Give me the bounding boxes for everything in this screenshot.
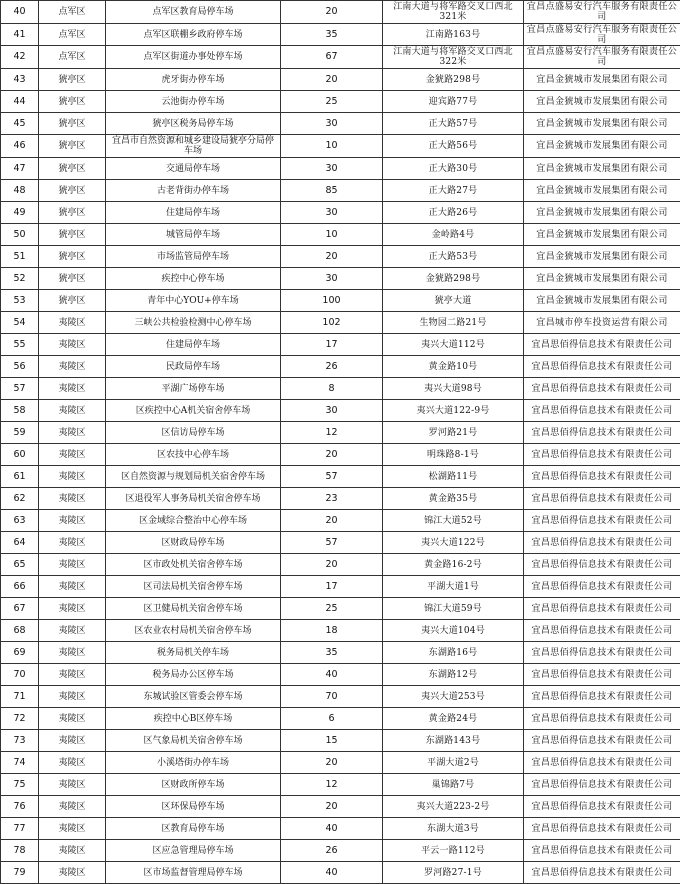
address-cell: 东湖路143号	[383, 730, 524, 752]
table-row	[1, 24, 680, 46]
operator-company: 宜昌思佰得信息技术有限责任公司	[524, 620, 680, 642]
parking-spaces-count: 70	[281, 686, 383, 708]
address-cell: 罗河路21号	[383, 422, 524, 444]
table-row	[1, 488, 680, 510]
parking-spaces-count: 57	[281, 532, 383, 554]
address-cell: 夷兴大道223-2号	[383, 796, 524, 818]
address-cell: 正大路26号	[383, 202, 524, 224]
parking-spaces-count: 30	[281, 268, 383, 290]
table-row	[1, 862, 680, 884]
parking-lot-name: 区财政所停车场	[106, 774, 281, 796]
address-cell: 猇亭大道	[383, 290, 524, 312]
parking-lot-name: 区应急管理局停车场	[106, 840, 281, 862]
address-cell: 迎宾路77号	[383, 91, 524, 113]
operator-company: 宜昌金猇城市发展集团有限公司	[524, 135, 680, 158]
row-number: 53	[1, 290, 39, 312]
parking-lot-name: 云池街办停车场	[106, 91, 281, 113]
parking-lot-name: 区市政处机关宿舍停车场	[106, 554, 281, 576]
table-row	[1, 686, 680, 708]
row-number: 51	[1, 246, 39, 268]
parking-lot-name: 区教育局停车场	[106, 818, 281, 840]
address-cell: 正大路30号	[383, 158, 524, 180]
address-cell: 黄金路35号	[383, 488, 524, 510]
table-row	[1, 290, 680, 312]
district-cell: 点军区	[39, 46, 106, 69]
district-cell: 夷陵区	[39, 400, 106, 422]
table-row	[1, 334, 680, 356]
operator-company: 宜昌金猇城市发展集团有限公司	[524, 268, 680, 290]
district-cell: 夷陵区	[39, 664, 106, 686]
district-cell: 夷陵区	[39, 466, 106, 488]
district-cell: 点军区	[39, 1, 106, 24]
district-cell: 夷陵区	[39, 862, 106, 884]
address-cell: 松湖路11号	[383, 466, 524, 488]
operator-company: 宜昌金猇城市发展集团有限公司	[524, 180, 680, 202]
district-cell: 夷陵区	[39, 356, 106, 378]
parking-spaces-count: 40	[281, 664, 383, 686]
table-row	[1, 135, 680, 158]
operator-company: 宜昌思佰得信息技术有限责任公司	[524, 862, 680, 884]
parking-lot-name: 民政局停车场	[106, 356, 281, 378]
operator-company: 宜昌思佰得信息技术有限责任公司	[524, 378, 680, 400]
parking-lot-name: 区农业农村局机关宿舍停车场	[106, 620, 281, 642]
operator-company: 宜昌金猇城市发展集团有限公司	[524, 158, 680, 180]
parking-spaces-count: 100	[281, 290, 383, 312]
operator-company: 宜昌金猇城市发展集团有限公司	[524, 290, 680, 312]
parking-spaces-count: 40	[281, 862, 383, 884]
row-number: 67	[1, 598, 39, 620]
address-cell: 正大路56号	[383, 135, 524, 158]
address-cell: 江南路163号	[383, 24, 524, 46]
parking-spaces-count: 20	[281, 444, 383, 466]
table-row	[1, 113, 680, 135]
table-row	[1, 378, 680, 400]
row-number: 75	[1, 774, 39, 796]
address-cell: 夷兴大道253号	[383, 686, 524, 708]
parking-spaces-count: 18	[281, 620, 383, 642]
address-cell: 江南大道与将军路交叉口西北322米	[383, 46, 524, 69]
district-cell: 夷陵区	[39, 378, 106, 400]
row-number: 58	[1, 400, 39, 422]
table-row	[1, 510, 680, 532]
district-cell: 夷陵区	[39, 774, 106, 796]
parking-spaces-count: 35	[281, 24, 383, 46]
parking-spaces-count: 12	[281, 774, 383, 796]
table-row	[1, 91, 680, 113]
table-row	[1, 400, 680, 422]
district-cell: 夷陵区	[39, 598, 106, 620]
row-number: 52	[1, 268, 39, 290]
operator-company: 宜昌思佰得信息技术有限责任公司	[524, 532, 680, 554]
parking-lot-name: 虎牙街办停车场	[106, 69, 281, 91]
address-cell: 正大路27号	[383, 180, 524, 202]
district-cell: 猇亭区	[39, 246, 106, 268]
parking-lot-name: 区信访局停车场	[106, 422, 281, 444]
operator-company: 宜昌思佰得信息技术有限责任公司	[524, 708, 680, 730]
row-number: 50	[1, 224, 39, 246]
parking-spaces-count: 6	[281, 708, 383, 730]
district-cell: 夷陵区	[39, 444, 106, 466]
parking-lot-name: 疾控中心B区停车场	[106, 708, 281, 730]
district-cell: 猇亭区	[39, 202, 106, 224]
parking-lot-name: 区疾控中心A机关宿舍停车场	[106, 400, 281, 422]
table-row	[1, 46, 680, 69]
operator-company: 宜昌思佰得信息技术有限责任公司	[524, 422, 680, 444]
parking-spaces-count: 20	[281, 752, 383, 774]
parking-lot-name: 三峡公共检验检测中心停车场	[106, 312, 281, 334]
operator-company: 宜昌思佰得信息技术有限责任公司	[524, 356, 680, 378]
row-number: 55	[1, 334, 39, 356]
table-row	[1, 444, 680, 466]
district-cell: 夷陵区	[39, 840, 106, 862]
row-number: 72	[1, 708, 39, 730]
operator-company: 宜昌金猇城市发展集团有限公司	[524, 91, 680, 113]
parking-spaces-count: 25	[281, 598, 383, 620]
parking-lot-name: 税务局办公区停车场	[106, 664, 281, 686]
table-row	[1, 180, 680, 202]
table-row	[1, 246, 680, 268]
address-cell: 黄金路10号	[383, 356, 524, 378]
row-number: 44	[1, 91, 39, 113]
address-cell: 夷兴大道104号	[383, 620, 524, 642]
address-cell: 平云一路112号	[383, 840, 524, 862]
address-cell: 夷兴大道98号	[383, 378, 524, 400]
parking-spaces-count: 26	[281, 840, 383, 862]
address-cell: 巢锦路7号	[383, 774, 524, 796]
district-cell: 夷陵区	[39, 422, 106, 444]
row-number: 49	[1, 202, 39, 224]
row-number: 76	[1, 796, 39, 818]
parking-lot-name: 城管局停车场	[106, 224, 281, 246]
parking-lot-name: 猇亭区税务局停车场	[106, 113, 281, 135]
table-row	[1, 1, 680, 24]
row-number: 79	[1, 862, 39, 884]
address-cell: 正大路57号	[383, 113, 524, 135]
parking-spaces-count: 85	[281, 180, 383, 202]
row-number: 56	[1, 356, 39, 378]
parking-spaces-count: 25	[281, 91, 383, 113]
parking-spaces-count: 30	[281, 158, 383, 180]
address-cell: 金猇路298号	[383, 69, 524, 91]
district-cell: 猇亭区	[39, 290, 106, 312]
district-cell: 猇亭区	[39, 91, 106, 113]
address-cell: 黄金路24号	[383, 708, 524, 730]
table-row	[1, 466, 680, 488]
parking-lot-name: 区财政局停车场	[106, 532, 281, 554]
district-cell: 夷陵区	[39, 576, 106, 598]
operator-company: 宜昌点盛易安行汽车服务有限责任公司	[524, 1, 680, 24]
operator-company: 宜昌思佰得信息技术有限责任公司	[524, 686, 680, 708]
operator-company: 宜昌思佰得信息技术有限责任公司	[524, 840, 680, 862]
table-row	[1, 158, 680, 180]
operator-company: 宜昌思佰得信息技术有限责任公司	[524, 774, 680, 796]
district-cell: 夷陵区	[39, 312, 106, 334]
address-cell: 夷兴大道122号	[383, 532, 524, 554]
row-number: 60	[1, 444, 39, 466]
parking-spaces-count: 10	[281, 224, 383, 246]
operator-company: 宜昌思佰得信息技术有限责任公司	[524, 466, 680, 488]
row-number: 70	[1, 664, 39, 686]
row-number: 41	[1, 24, 39, 46]
row-number: 57	[1, 378, 39, 400]
operator-company: 宜昌思佰得信息技术有限责任公司	[524, 510, 680, 532]
parking-lot-name: 住建局停车场	[106, 202, 281, 224]
row-number: 68	[1, 620, 39, 642]
parking-lot-name: 区自然资源与规划局机关宿舍停车场	[106, 466, 281, 488]
district-cell: 夷陵区	[39, 510, 106, 532]
parking-spaces-count: 30	[281, 113, 383, 135]
address-cell: 平湖大道1号	[383, 576, 524, 598]
parking-spaces-count: 17	[281, 576, 383, 598]
parking-lot-name: 区金域综合整治中心停车场	[106, 510, 281, 532]
row-number: 40	[1, 1, 39, 24]
row-number: 59	[1, 422, 39, 444]
district-cell: 夷陵区	[39, 334, 106, 356]
table-row	[1, 422, 680, 444]
operator-company: 宜昌思佰得信息技术有限责任公司	[524, 444, 680, 466]
row-number: 54	[1, 312, 39, 334]
table-row	[1, 730, 680, 752]
address-cell: 金猇路298号	[383, 268, 524, 290]
district-cell: 夷陵区	[39, 796, 106, 818]
table-row	[1, 642, 680, 664]
parking-lot-name: 区卫健局机关宿舍停车场	[106, 598, 281, 620]
address-cell: 正大路53号	[383, 246, 524, 268]
district-cell: 夷陵区	[39, 818, 106, 840]
row-number: 62	[1, 488, 39, 510]
row-number: 46	[1, 135, 39, 158]
table-row	[1, 620, 680, 642]
parking-lot-name: 点军区街道办事处停车场	[106, 46, 281, 69]
parking-lot-name: 东城试验区管委会停车场	[106, 686, 281, 708]
parking-spaces-count: 67	[281, 46, 383, 69]
table-row	[1, 202, 680, 224]
address-cell: 黄金路16-2号	[383, 554, 524, 576]
address-cell: 明珠路8-1号	[383, 444, 524, 466]
parking-spaces-count: 102	[281, 312, 383, 334]
district-cell: 猇亭区	[39, 158, 106, 180]
parking-lot-name: 古老背街办停车场	[106, 180, 281, 202]
operator-company: 宜昌点盛易安行汽车服务有限责任公司	[524, 46, 680, 69]
row-number: 63	[1, 510, 39, 532]
row-number: 43	[1, 69, 39, 91]
parking-spaces-count: 20	[281, 554, 383, 576]
operator-company: 宜昌思佰得信息技术有限责任公司	[524, 400, 680, 422]
table-row	[1, 708, 680, 730]
operator-company: 宜昌金猇城市发展集团有限公司	[524, 246, 680, 268]
district-cell: 猇亭区	[39, 113, 106, 135]
parking-lot-name: 平湖广场停车场	[106, 378, 281, 400]
table-row	[1, 598, 680, 620]
parking-spaces-count: 8	[281, 378, 383, 400]
table-row	[1, 356, 680, 378]
operator-company: 宜昌思佰得信息技术有限责任公司	[524, 334, 680, 356]
operator-company: 宜昌思佰得信息技术有限责任公司	[524, 576, 680, 598]
operator-company: 宜昌城市停车投资运营有限公司	[524, 312, 680, 334]
row-number: 73	[1, 730, 39, 752]
parking-lot-name: 疾控中心停车场	[106, 268, 281, 290]
address-cell: 锦江大道52号	[383, 510, 524, 532]
table-row	[1, 774, 680, 796]
row-number: 64	[1, 532, 39, 554]
address-cell: 东湖路12号	[383, 664, 524, 686]
address-cell: 罗河路27-1号	[383, 862, 524, 884]
table-row	[1, 554, 680, 576]
parking-lot-name: 区市场监督管理局停车场	[106, 862, 281, 884]
row-number: 74	[1, 752, 39, 774]
district-cell: 夷陵区	[39, 752, 106, 774]
operator-company: 宜昌思佰得信息技术有限责任公司	[524, 796, 680, 818]
parking-lot-name: 交通局停车场	[106, 158, 281, 180]
address-cell: 平湖大道2号	[383, 752, 524, 774]
district-cell: 夷陵区	[39, 708, 106, 730]
parking-spaces-count: 20	[281, 796, 383, 818]
operator-company: 宜昌思佰得信息技术有限责任公司	[524, 554, 680, 576]
row-number: 71	[1, 686, 39, 708]
row-number: 61	[1, 466, 39, 488]
parking-spaces-count: 35	[281, 642, 383, 664]
district-cell: 猇亭区	[39, 224, 106, 246]
parking-spaces-count: 30	[281, 202, 383, 224]
parking-lot-name: 小溪塔街办停车场	[106, 752, 281, 774]
table-row	[1, 840, 680, 862]
district-cell: 猇亭区	[39, 135, 106, 158]
table-row	[1, 664, 680, 686]
operator-company: 宜昌思佰得信息技术有限责任公司	[524, 818, 680, 840]
parking-spaces-count: 26	[281, 356, 383, 378]
district-cell: 点军区	[39, 24, 106, 46]
address-cell: 东湖路16号	[383, 642, 524, 664]
operator-company: 宜昌思佰得信息技术有限责任公司	[524, 730, 680, 752]
parking-lot-name: 区农技中心停车场	[106, 444, 281, 466]
operator-company: 宜昌思佰得信息技术有限责任公司	[524, 752, 680, 774]
address-cell: 夷兴大道112号	[383, 334, 524, 356]
table-row	[1, 818, 680, 840]
district-cell: 夷陵区	[39, 686, 106, 708]
address-cell: 金岭路4号	[383, 224, 524, 246]
operator-company: 宜昌思佰得信息技术有限责任公司	[524, 598, 680, 620]
district-cell: 猇亭区	[39, 180, 106, 202]
parking-spaces-count: 17	[281, 334, 383, 356]
parking-lot-name: 区气象局机关宿舍停车场	[106, 730, 281, 752]
row-number: 78	[1, 840, 39, 862]
district-cell: 夷陵区	[39, 620, 106, 642]
address-cell: 东湖大道3号	[383, 818, 524, 840]
address-cell: 锦江大道59号	[383, 598, 524, 620]
parking-spaces-count: 15	[281, 730, 383, 752]
parking-spaces-count: 20	[281, 1, 383, 24]
table-row	[1, 268, 680, 290]
table-row	[1, 532, 680, 554]
row-number: 42	[1, 46, 39, 69]
row-number: 48	[1, 180, 39, 202]
address-cell: 生物园二路21号	[383, 312, 524, 334]
district-cell: 夷陵区	[39, 554, 106, 576]
operator-company: 宜昌点盛易安行汽车服务有限责任公司	[524, 24, 680, 46]
table-row	[1, 796, 680, 818]
district-cell: 夷陵区	[39, 532, 106, 554]
parking-spaces-count: 12	[281, 422, 383, 444]
table-body	[1, 1, 680, 884]
row-number: 77	[1, 818, 39, 840]
district-cell: 猇亭区	[39, 268, 106, 290]
parking-lot-name: 区退役军人事务局机关宿舍停车场	[106, 488, 281, 510]
parking-lot-name: 区司法局机关宿舍停车场	[106, 576, 281, 598]
operator-company: 宜昌金猇城市发展集团有限公司	[524, 224, 680, 246]
parking-lot-name: 区环保局停车场	[106, 796, 281, 818]
row-number: 69	[1, 642, 39, 664]
row-number: 65	[1, 554, 39, 576]
table-row	[1, 576, 680, 598]
parking-spaces-count: 30	[281, 400, 383, 422]
parking-spaces-count: 23	[281, 488, 383, 510]
operator-company: 宜昌金猇城市发展集团有限公司	[524, 113, 680, 135]
district-cell: 夷陵区	[39, 488, 106, 510]
table-row	[1, 312, 680, 334]
parking-spaces-count: 10	[281, 135, 383, 158]
row-number: 66	[1, 576, 39, 598]
operator-company: 宜昌金猇城市发展集团有限公司	[524, 69, 680, 91]
operator-company: 宜昌思佰得信息技术有限责任公司	[524, 488, 680, 510]
row-number: 47	[1, 158, 39, 180]
parking-lot-name: 点军区联棚乡政府停车场	[106, 24, 281, 46]
parking-spaces-count: 20	[281, 510, 383, 532]
district-cell: 夷陵区	[39, 730, 106, 752]
address-cell: 江南大道与将军路交叉口西北321米	[383, 1, 524, 24]
operator-company: 宜昌思佰得信息技术有限责任公司	[524, 664, 680, 686]
row-number: 45	[1, 113, 39, 135]
operator-company: 宜昌思佰得信息技术有限责任公司	[524, 642, 680, 664]
parking-spaces-count: 57	[281, 466, 383, 488]
operator-company: 宜昌金猇城市发展集团有限公司	[524, 202, 680, 224]
table-row	[1, 752, 680, 774]
parking-lot-name: 点军区教育局停车场	[106, 1, 281, 24]
parking-lot-name: 宜昌市自然资源和城乡建设局猇亭分局停车场	[106, 135, 281, 158]
parking-spaces-count: 40	[281, 818, 383, 840]
address-cell: 夷兴大道122-9号	[383, 400, 524, 422]
parking-lot-name: 住建局停车场	[106, 334, 281, 356]
parking-lot-name: 税务局机关停车场	[106, 642, 281, 664]
table-row	[1, 224, 680, 246]
table-row	[1, 69, 680, 91]
district-cell: 猇亭区	[39, 69, 106, 91]
district-cell: 夷陵区	[39, 642, 106, 664]
parking-lot-name: 青年中心YOU+停车场	[106, 290, 281, 312]
parking-lot-name: 市场监管局停车场	[106, 246, 281, 268]
parking-spaces-count: 20	[281, 69, 383, 91]
parking-spaces-count: 20	[281, 246, 383, 268]
